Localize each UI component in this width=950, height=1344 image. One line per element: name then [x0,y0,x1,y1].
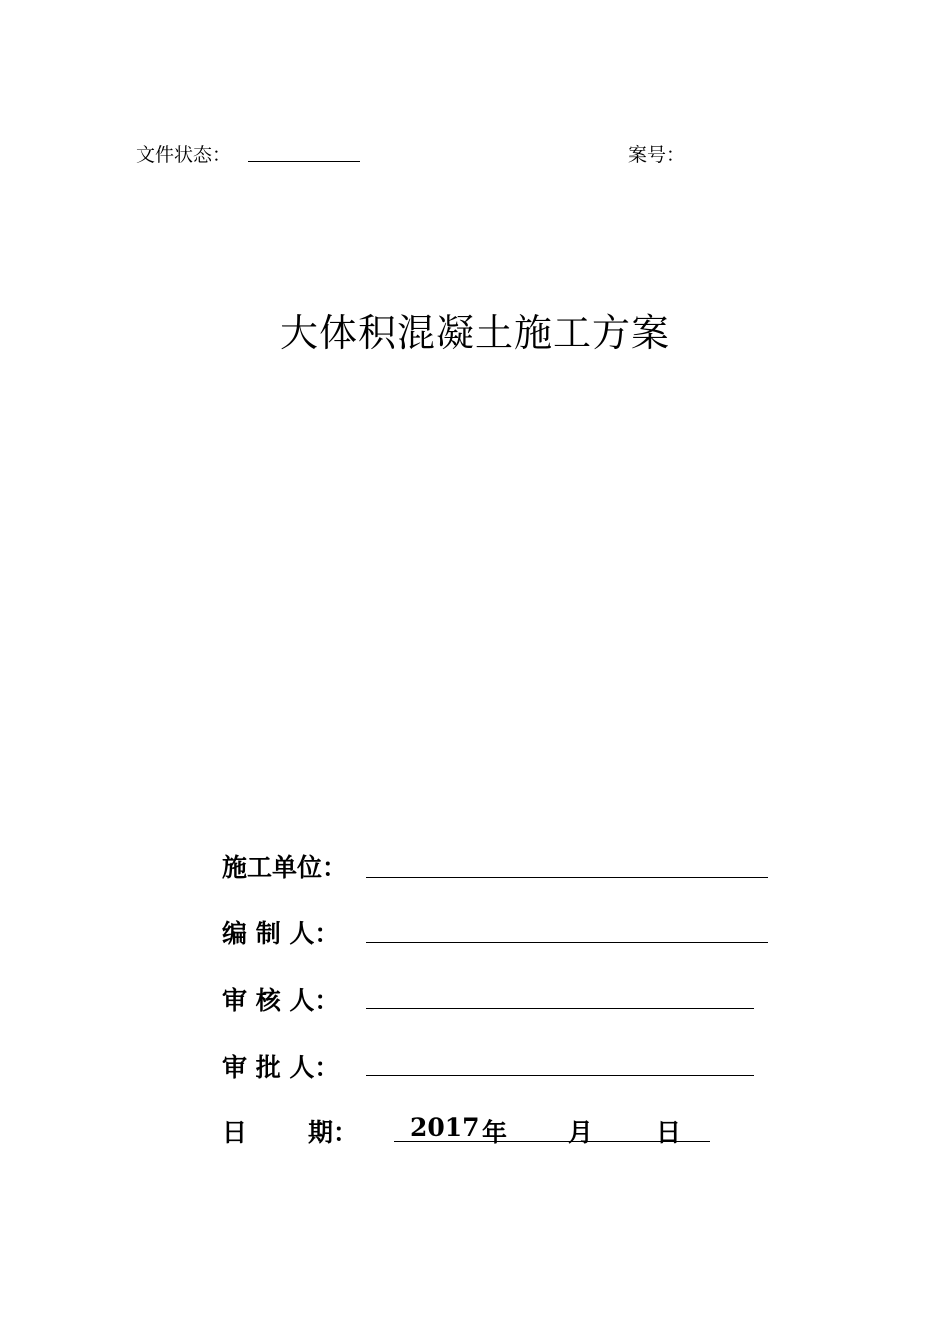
editor-label: 编 制 人： [222,919,340,948]
date-month-unit: 月 [568,1118,594,1147]
file-status-field[interactable] [248,161,360,162]
editor-field[interactable] [366,942,768,943]
construction-unit-field[interactable] [366,877,768,878]
construction-unit-label: 施工单位： [222,853,348,882]
date-day-unit: 日 [656,1118,682,1147]
reviewer-label: 审 核 人： [222,986,340,1015]
case-number-label: 案号： [628,144,686,166]
date-label-period: 期： [308,1118,359,1147]
file-status-label: 文件状态： [136,144,232,166]
date-year-unit: 年 [482,1118,508,1147]
date-year: 2017 [410,1113,480,1142]
date-label-day: 日 [222,1118,248,1147]
approver-label: 审 批 人： [222,1053,340,1082]
reviewer-field[interactable] [366,1008,754,1009]
approver-field[interactable] [366,1075,754,1076]
document-title: 大体积混凝土施工方案 [279,311,670,355]
